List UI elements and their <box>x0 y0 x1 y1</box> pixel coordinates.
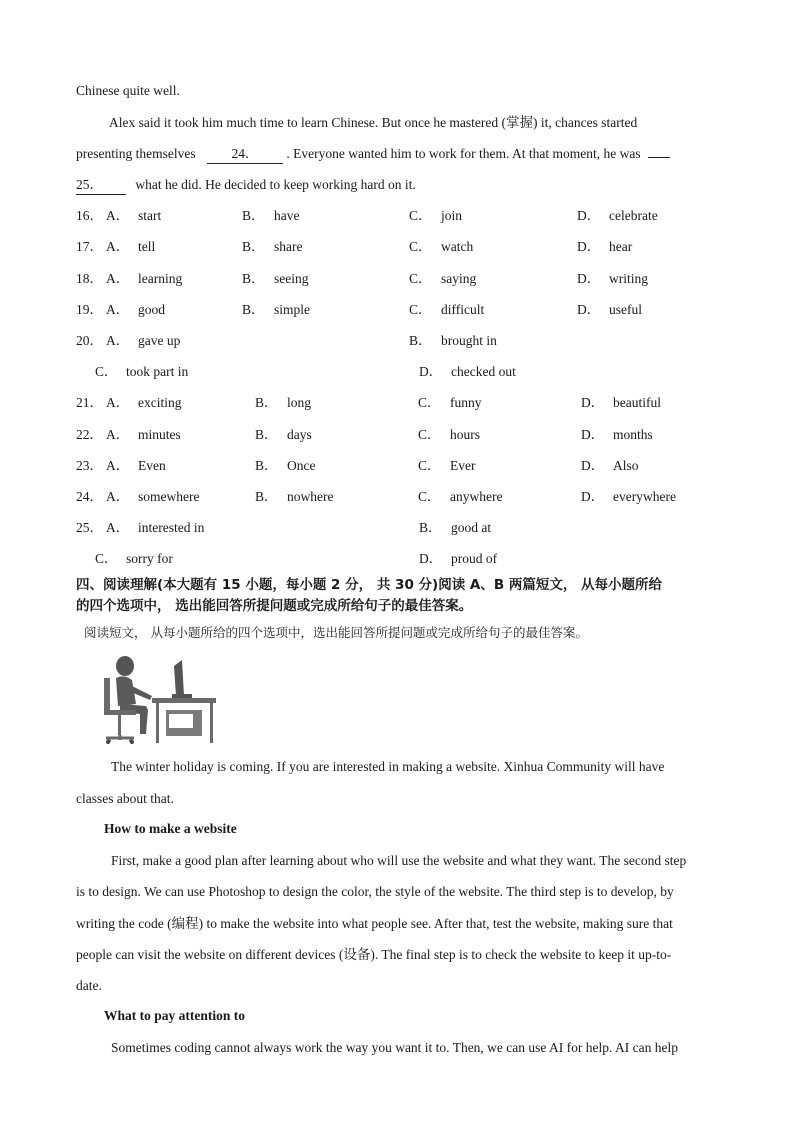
passage-a-line: The winter holiday is coming. If you are interested in making a website. Xinhua Community will have <box>111 759 665 774</box>
question-number: 20． <box>76 333 103 348</box>
option-b: brought in <box>441 333 497 348</box>
option-letter: C． <box>409 239 432 254</box>
option-d: beautiful <box>613 395 661 410</box>
option-d: proud of <box>451 551 498 566</box>
section-heading: 四、阅读理解(本大题有 15 小题，每小题 2 分， 共 30 分)阅读 A、B 两篇短文， 从每小题所给 <box>76 577 663 593</box>
option-letter: B． <box>255 427 278 442</box>
option-letter: C． <box>95 364 118 379</box>
option-letter: D． <box>581 395 605 410</box>
option-letter: B． <box>255 395 278 410</box>
option-c: difficult <box>441 302 485 317</box>
option-b: seeing <box>274 271 309 286</box>
section-heading: 的四个选项中， 选出能回答所提问题或完成所给句子的最佳答案。 <box>76 598 473 614</box>
question-number: 23． <box>76 458 103 473</box>
option-letter: C． <box>418 458 441 473</box>
option-d: celebrate <box>609 208 658 223</box>
option-letter: D． <box>577 271 601 286</box>
option-a: learning <box>138 271 183 286</box>
passage-line <box>76 145 670 164</box>
option-c: took part in <box>126 364 189 379</box>
option-a: somewhere <box>138 489 200 504</box>
option-c: Ever <box>450 458 476 473</box>
option-letter: C． <box>409 302 432 317</box>
option-b: nowhere <box>287 489 334 504</box>
question-number: 24． <box>76 489 103 504</box>
option-letter: D． <box>581 427 605 442</box>
option-letter: B． <box>409 333 432 348</box>
option-b: days <box>287 427 312 442</box>
option-d: writing <box>609 271 648 286</box>
question-number: 18． <box>76 271 103 286</box>
passage-subtitle: What to pay attention to <box>104 1008 245 1023</box>
option-letter: C． <box>409 271 432 286</box>
option-letter: D． <box>577 302 601 317</box>
blank-25: 25． <box>76 176 126 195</box>
option-d: checked out <box>451 364 516 379</box>
passage-a-line: First, make a good plan after learning about who will use the website and what they want. The second step <box>111 853 687 868</box>
option-letter: B． <box>242 208 265 223</box>
option-letter: D． <box>577 208 601 223</box>
option-b: have <box>274 208 300 223</box>
passage-a-line: writing the code (编程) to make the website into what people see. After that, test the website, making sure that <box>76 916 673 931</box>
option-b: share <box>274 239 303 254</box>
option-letter: A． <box>106 395 130 410</box>
option-d: everywhere <box>613 489 676 504</box>
option-letter: A． <box>106 458 130 473</box>
option-c: hours <box>450 427 480 442</box>
option-b: simple <box>274 302 310 317</box>
option-letter: B． <box>242 271 265 286</box>
option-a: exciting <box>138 395 182 410</box>
question-number: 25． <box>76 520 103 535</box>
option-letter: A． <box>106 302 130 317</box>
option-letter: D． <box>581 458 605 473</box>
question-number: 21． <box>76 395 103 410</box>
passage-line: Chinese quite well. <box>76 83 180 98</box>
option-letter: A． <box>106 239 130 254</box>
option-letter: C． <box>418 489 441 504</box>
passage-a-line: classes about that. <box>76 791 174 806</box>
blank-24: 24． <box>207 145 283 164</box>
option-letter: B． <box>419 520 442 535</box>
section-instruction: 阅读短文， 从每小题所给的四个选项中，选出能回答所提问题或完成所给句子的最佳答案。 <box>84 625 588 640</box>
question-number: 17． <box>76 239 103 254</box>
option-a: Even <box>138 458 166 473</box>
option-d: useful <box>609 302 642 317</box>
option-a: good <box>138 302 165 317</box>
option-letter: A． <box>106 333 130 348</box>
option-a: minutes <box>138 427 181 442</box>
option-d: Also <box>613 458 639 473</box>
passage-a-line: is to design. We can use Photoshop to design the color, the style of the website. The third step is to develop, by <box>76 884 674 899</box>
option-letter: D． <box>581 489 605 504</box>
passage-a-line: Sometimes coding cannot always work the way you want it to. Then, we can use AI for help. AI can help <box>111 1040 678 1055</box>
option-d: hear <box>609 239 633 254</box>
option-letter: B． <box>255 489 278 504</box>
option-letter: C． <box>95 551 118 566</box>
option-letter: C． <box>409 208 432 223</box>
option-c: sorry for <box>126 551 173 566</box>
question-number: 19． <box>76 302 103 317</box>
passage-line <box>76 176 416 195</box>
option-letter: A． <box>106 427 130 442</box>
computer-user-illustration <box>96 652 220 746</box>
option-c: funny <box>450 395 482 410</box>
option-a: start <box>138 208 162 223</box>
question-number: 16． <box>76 208 103 223</box>
passage-line: Alex said it took him much time to learn Chinese. But once he mastered (掌握) it, chances started <box>109 115 638 130</box>
option-c: anywhere <box>450 489 503 504</box>
option-letter: B． <box>242 239 265 254</box>
passage-a-line: date. <box>76 978 102 993</box>
option-a: gave up <box>138 333 181 348</box>
person-at-computer-icon <box>96 652 220 746</box>
option-a: interested in <box>138 520 205 535</box>
option-b: long <box>287 395 312 410</box>
option-c: join <box>441 208 463 223</box>
option-letter: C． <box>418 395 441 410</box>
option-b: good at <box>451 520 492 535</box>
blank-line <box>648 157 670 158</box>
option-letter: D． <box>419 364 443 379</box>
option-letter: D． <box>419 551 443 566</box>
option-letter: B． <box>242 302 265 317</box>
option-b: Once <box>287 458 316 473</box>
option-d: months <box>613 427 653 442</box>
option-letter: B． <box>255 458 278 473</box>
option-letter: A． <box>106 208 130 223</box>
option-letter: D． <box>577 239 601 254</box>
option-letter: A． <box>106 520 130 535</box>
passage-subtitle: How to make a website <box>104 821 237 836</box>
option-c: watch <box>441 239 474 254</box>
passage-text: . Everyone wanted him to work for them. At that moment, he was <box>286 146 641 161</box>
option-c: saying <box>441 271 477 286</box>
passage-a-line: people can visit the website on different devices (设备). The final step is to check the website to keep it up-to- <box>76 947 672 962</box>
option-letter: C． <box>418 427 441 442</box>
option-a: tell <box>138 239 156 254</box>
option-letter: A． <box>106 271 130 286</box>
option-letter: A． <box>106 489 130 504</box>
passage-text: what he did. He decided to keep working hard on it. <box>135 177 416 192</box>
passage-text: presenting themselves <box>76 146 196 161</box>
question-number: 22． <box>76 427 103 442</box>
